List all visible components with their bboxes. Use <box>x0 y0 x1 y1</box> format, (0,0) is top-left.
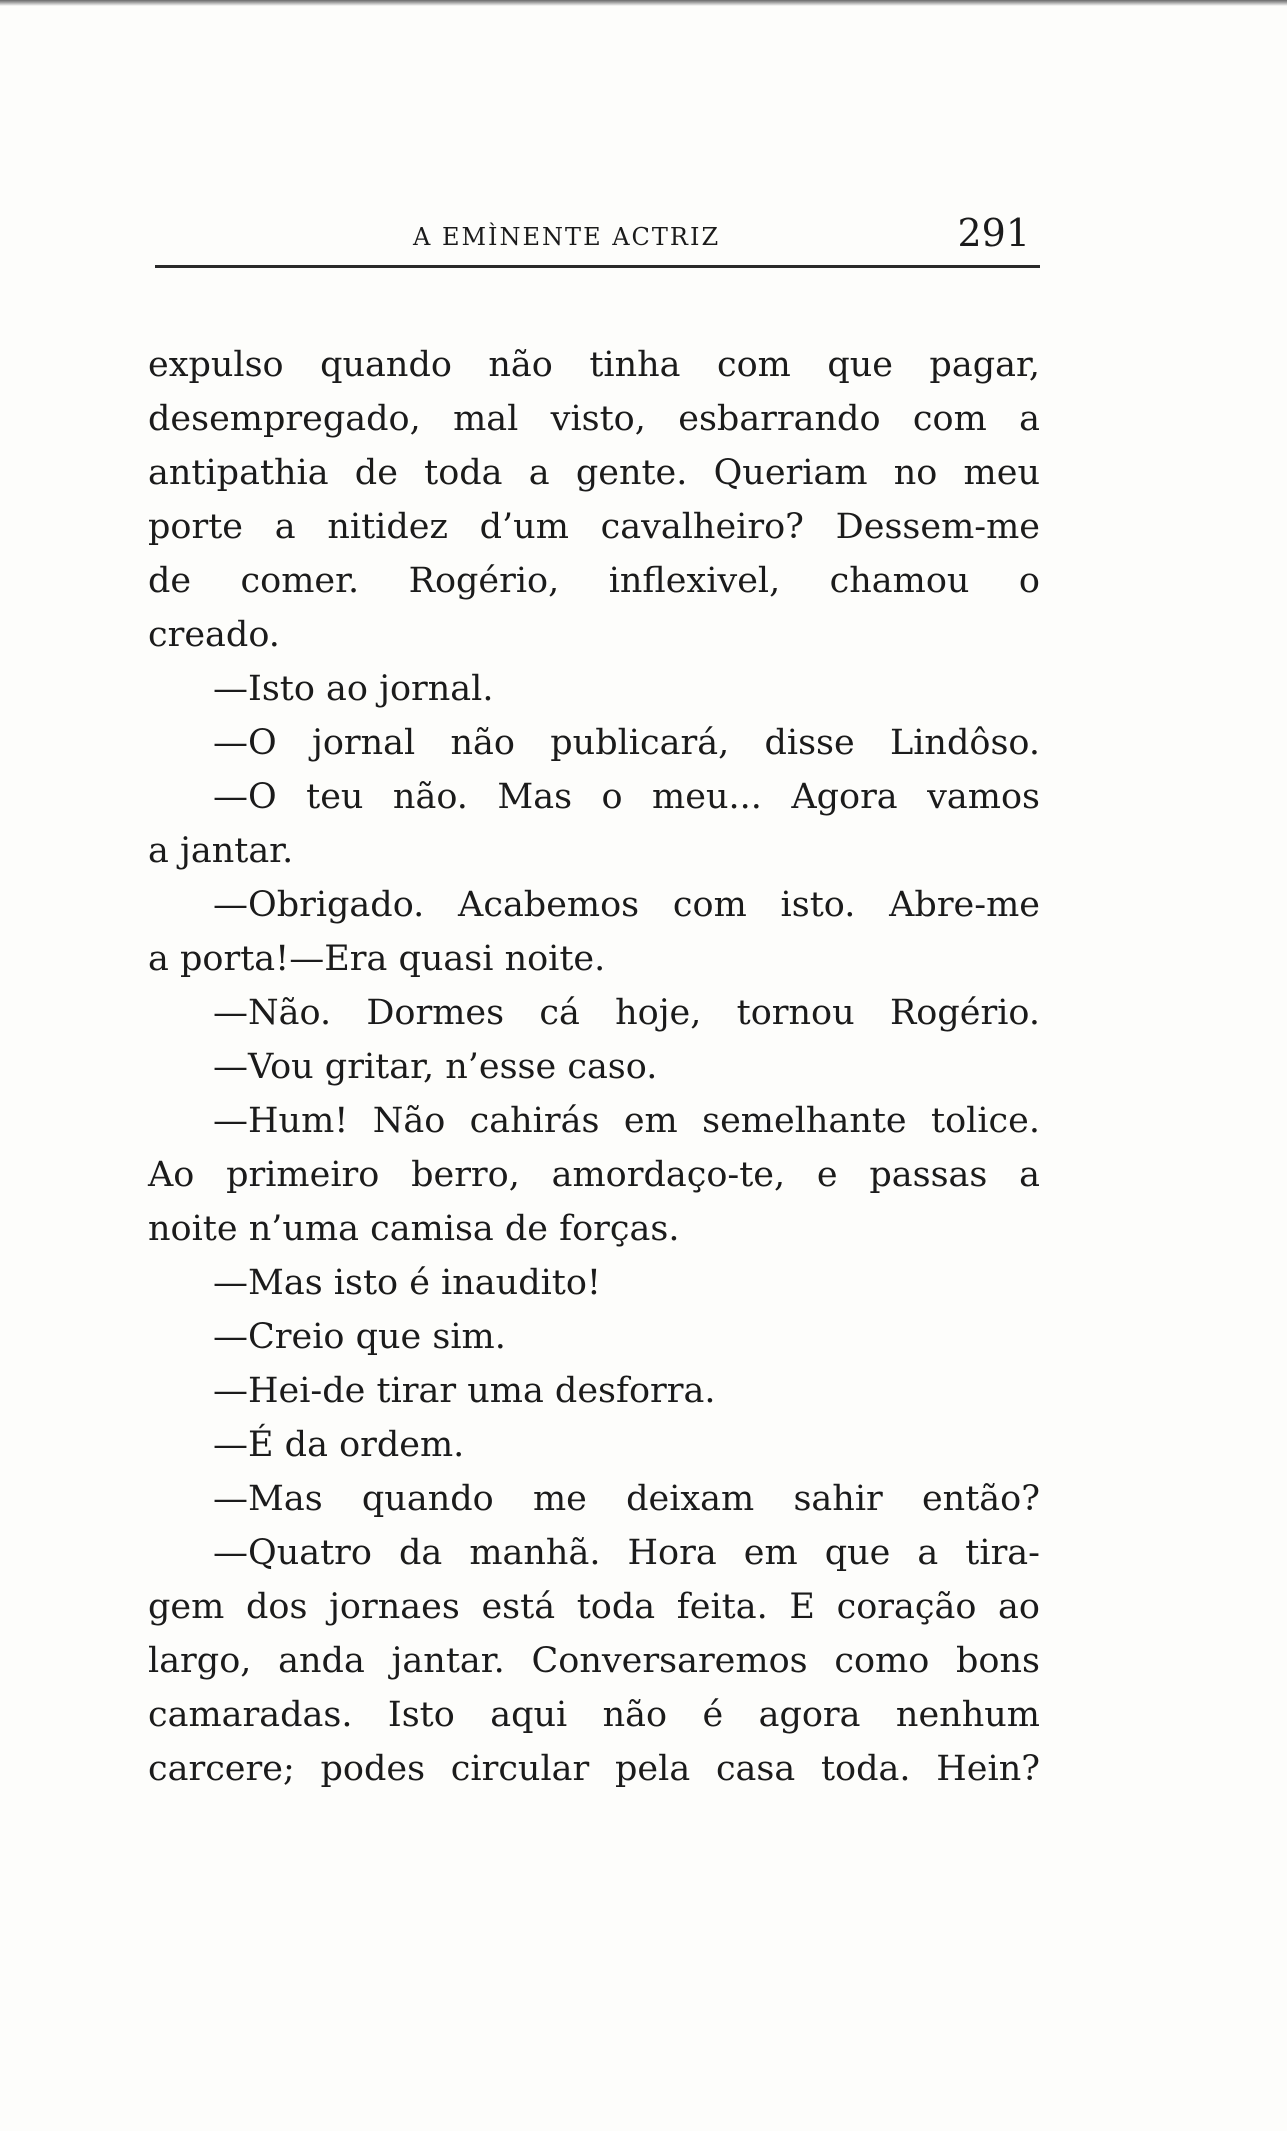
page-number: 291 <box>957 211 1030 255</box>
text-line: —Mas quando me deixam sahir então? <box>213 1479 1040 1519</box>
text-line: de comer. Rogério, inflexivel, chamou o <box>148 561 1040 601</box>
text-line: a jantar. <box>148 831 294 871</box>
text-line: Ao primeiro berro, amordaço-te, e passas a <box>148 1155 1040 1195</box>
text-line: gem dos jornaes está toda feita. E coração ao <box>148 1587 1040 1627</box>
text-line: porte a nitidez d’um cavalheiro? Dessem-me <box>148 507 1040 547</box>
text-line: largo, anda jantar. Conversaremos como bons <box>148 1641 1040 1681</box>
text-line: —Obrigado. Acabemos com isto. Abre-me <box>213 885 1040 925</box>
text-line: carcere; podes circular pela casa toda. Hein? <box>148 1749 1040 1789</box>
running-title: A EMÌNENTE ACTRIZ <box>413 223 721 251</box>
text-line: —Quatro da manhã. Hora em que a tira- <box>213 1533 1040 1573</box>
text-line: —Hum! Não cahirás em semelhante tolice. <box>213 1101 1040 1141</box>
text-line: antipathia de toda a gente. Queriam no meu <box>148 453 1040 493</box>
text-line: noite n’uma camisa de forças. <box>148 1209 680 1249</box>
text-line: camaradas. Isto aqui não é agora nenhum <box>148 1695 1040 1735</box>
scan-edge <box>0 0 1287 6</box>
text-line: —Vou gritar, n’esse caso. <box>213 1047 658 1087</box>
text-line: creado. <box>148 615 280 655</box>
text-line: desempregado, mal visto, esbarrando com a <box>148 399 1040 439</box>
text-line: —O jornal não publicará, disse Lindôso. <box>213 723 1040 763</box>
text-line: —Mas isto é inaudito! <box>213 1263 601 1303</box>
text-line: —Isto ao jornal. <box>213 669 494 709</box>
page-header <box>155 205 1040 257</box>
text-line: a porta!—Era quasi noite. <box>148 939 606 979</box>
body-text <box>148 338 1040 1796</box>
header-rule <box>155 265 1040 268</box>
text-line: —Não. Dormes cá hoje, tornou Rogério. <box>213 993 1040 1033</box>
text-line: —Creio que sim. <box>213 1317 506 1357</box>
text-line: —O teu não. Mas o meu... Agora vamos <box>213 777 1040 817</box>
text-line: expulso quando não tinha com que pagar, <box>148 345 1040 385</box>
text-line: —É da ordem. <box>213 1425 465 1465</box>
text-line: —Hei-de tirar uma desforra. <box>213 1371 716 1411</box>
